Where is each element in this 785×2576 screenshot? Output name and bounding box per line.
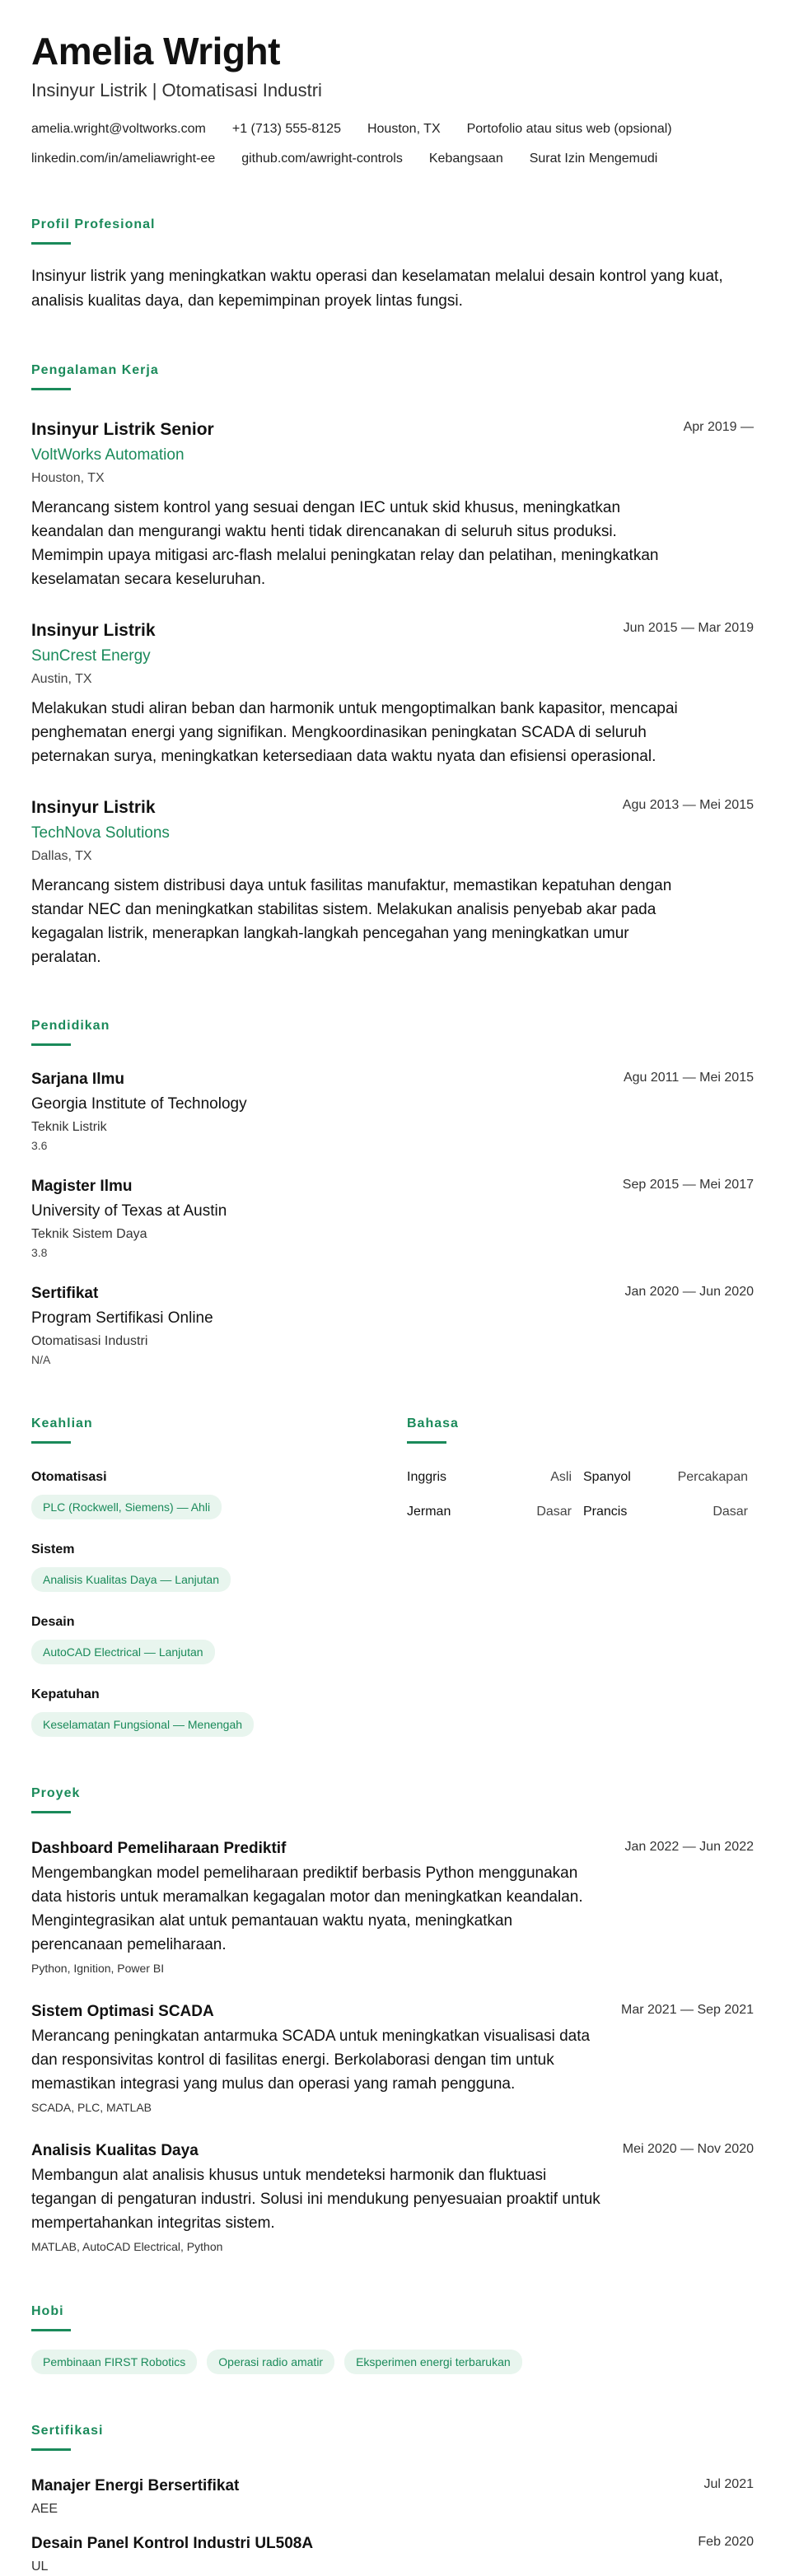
language-list <box>407 1468 748 1521</box>
school-name: Georgia Institute of Technology <box>31 1095 247 1113</box>
certification-date: Jul 2021 <box>703 2477 754 2491</box>
education-dates: Sep 2015 — Mei 2017 <box>622 1178 754 1192</box>
certifications-section <box>31 2422 754 2576</box>
section-title: Bahasa <box>407 1416 459 1430</box>
job-title: Insinyur Listrik Senior <box>31 420 214 439</box>
language-item <box>583 1503 748 1521</box>
school-name: Program Sertifikasi Online <box>31 1309 213 1327</box>
job-dates: Apr 2019 — <box>683 420 754 434</box>
job-dates: Agu 2013 — Mei 2015 <box>622 798 754 812</box>
section-divider <box>31 242 71 245</box>
experience-entry <box>31 619 754 768</box>
certification-issuer: AEE <box>31 2502 58 2516</box>
contact-email[interactable]: amelia.wright@voltworks.com <box>31 122 206 136</box>
education-dates: Jan 2020 — Jun 2020 <box>624 1285 754 1299</box>
section-divider <box>31 1043 71 1046</box>
project-tech: MATLAB, AutoCAD Electrical, Python <box>31 2240 223 2253</box>
skill-tag: Keselamatan Fungsional — Menengah <box>31 1712 254 1737</box>
job-location: Austin, TX <box>31 672 92 686</box>
project-description: Mengembangkan model pemeliharaan prediktif berbasis Python menggunakan data historis untuk meramalkan kegagalan motor dan meningkatkan keandalan. Mengintegrasikan alat untuk pemantauan waktu nyata, meningkatkan perencanaan pemeliharaan. <box>31 1864 583 1953</box>
education-entry <box>31 1283 754 1367</box>
certification-name: Desain Panel Kontrol Industri UL508A <box>31 2535 314 2552</box>
school-name: University of Texas at Austin <box>31 1202 227 1220</box>
hobbies-section <box>31 2303 754 2374</box>
skill-group <box>31 1468 369 1519</box>
language-item <box>583 1468 748 1486</box>
education-dates: Agu 2011 — Mei 2015 <box>623 1071 754 1085</box>
hobby-tag: Pembinaan FIRST Robotics <box>31 2350 197 2374</box>
experience-entry <box>31 418 754 591</box>
hobby-tag: Operasi radio amatir <box>207 2350 334 2374</box>
skills-section <box>31 1415 369 1737</box>
company-name: TechNova Solutions <box>31 824 170 842</box>
contact-portfolio[interactable]: Portofolio atau situs web (opsional) <box>466 122 672 136</box>
hobby-list <box>31 2350 754 2374</box>
language-level: Percakapan <box>677 1470 748 1484</box>
education-section <box>31 1017 754 1367</box>
languages-section <box>407 1415 748 1737</box>
skill-group <box>31 1541 369 1592</box>
section-title: Hobi <box>31 2304 64 2318</box>
profile-summary: Insinyur listrik yang meningkatkan waktu operasi dan keselamatan melalui desain kontrol yang kuat, analisis kualitas daya, dan kepemimpinan proyek lintas fungsi. <box>31 268 723 310</box>
project-name: Dashboard Pemeliharaan Prediktif <box>31 1840 287 1857</box>
section-title: Proyek <box>31 1786 81 1800</box>
language-name: Inggris <box>407 1470 447 1484</box>
project-description: Merancang peningkatan antarmuka SCADA untuk meningkatkan visualisasi data dan responsivitas kontrol di fasilitas energi. Berkolaborasi dengan tim untuk memastikan integrasi yang mulus dan operasi yang ramah pengguna. <box>31 2028 591 2093</box>
project-dates: Mar 2021 — Sep 2021 <box>621 2003 754 2017</box>
job-description: Merancang sistem distribusi daya untuk fasilitas manufaktur, memastikan kepatuhan dengan standar NEC dan meningkatkan stabilitas sistem. Melakukan analisis penyebab akar pada kegagalan listrik, menerapkan langkah-langkah pencegahan yang meningkatkan umur peralatan. <box>31 877 672 966</box>
company-name: VoltWorks Automation <box>31 446 185 464</box>
field-of-study: Otomatisasi Industri <box>31 1334 148 1348</box>
project-entry <box>31 1838 754 1976</box>
job-dates: Jun 2015 — Mar 2019 <box>623 621 754 635</box>
certification-date: Feb 2020 <box>698 2535 754 2549</box>
contact-list <box>31 120 740 168</box>
project-entry <box>31 2001 754 2116</box>
section-divider <box>31 1811 71 1813</box>
resume-header <box>31 30 754 168</box>
education-entry <box>31 1176 754 1260</box>
job-title: Insinyur Listrik <box>31 798 156 817</box>
section-title: Pengalaman Kerja <box>31 363 159 377</box>
hobby-tag: Eksperimen energi terbarukan <box>344 2350 522 2374</box>
skill-category: Otomatisasi <box>31 1470 107 1484</box>
certification-entry <box>31 2476 754 2518</box>
field-of-study: Teknik Sistem Daya <box>31 1227 147 1241</box>
language-item <box>407 1468 572 1486</box>
field-of-study: Teknik Listrik <box>31 1120 107 1134</box>
language-item <box>407 1503 572 1521</box>
degree: Sertifikat <box>31 1285 99 1302</box>
degree: Sarjana Ilmu <box>31 1071 124 1088</box>
project-dates: Jan 2022 — Jun 2022 <box>624 1840 754 1854</box>
language-level: Dasar <box>713 1505 748 1519</box>
job-location: Houston, TX <box>31 471 105 485</box>
project-entry <box>31 2140 754 2255</box>
section-title: Profil Profesional <box>31 217 156 231</box>
education-entry <box>31 1069 754 1153</box>
project-description: Membangun alat analisis khusus untuk mendeteksi harmonik dan fluktuasi tegangan di pengaturan industri. Solusi ini mendukung penyesuaian proaktif untuk mempertahankan integritas sistem. <box>31 2167 600 2232</box>
section-divider <box>407 1441 446 1444</box>
section-title: Sertifikasi <box>31 2424 104 2438</box>
gpa: N/A <box>31 1353 51 1366</box>
skill-tag: Analisis Kualitas Daya — Lanjutan <box>31 1567 231 1592</box>
job-description: Melakukan studi aliran beban dan harmonik untuk mengoptimalkan bank kapasitor, mencapai penghematan energi yang signifikan. Mengkoordinasikan peningkatan SCADA di seluruh peternakan surya, meningkatkan ketersediaan data waktu nyata dan efisiensi operasional. <box>31 700 678 765</box>
degree: Magister Ilmu <box>31 1178 133 1195</box>
language-name: Jerman <box>407 1505 451 1519</box>
headline: Insinyur Listrik | Otomatisasi Industri <box>31 80 322 100</box>
project-dates: Mei 2020 — Nov 2020 <box>622 2142 754 2156</box>
project-name: Sistem Optimasi SCADA <box>31 2003 214 2020</box>
gpa: 3.8 <box>31 1246 48 1259</box>
skill-tag: AutoCAD Electrical — Lanjutan <box>31 1640 215 1664</box>
profile-section <box>31 216 754 314</box>
skill-category: Kepatuhan <box>31 1687 100 1701</box>
person-name: Amelia Wright <box>31 30 280 72</box>
certification-issuer: UL <box>31 2560 49 2574</box>
section-title: Pendidikan <box>31 1019 110 1033</box>
skill-category: Sistem <box>31 1542 75 1556</box>
language-level: Asli <box>550 1470 572 1484</box>
section-divider <box>31 2329 71 2331</box>
contact-location: Houston, TX <box>367 122 441 136</box>
projects-section <box>31 1785 754 2255</box>
section-divider <box>31 2448 71 2451</box>
project-tech: Python, Ignition, Power BI <box>31 1962 165 1975</box>
skills-languages-row <box>31 1415 754 1737</box>
project-tech: SCADA, PLC, MATLAB <box>31 2101 152 2114</box>
section-title: Keahlian <box>31 1416 93 1430</box>
skill-tag: PLC (Rockwell, Siemens) — Ahli <box>31 1495 222 1519</box>
skill-group <box>31 1613 369 1664</box>
experience-section <box>31 362 754 969</box>
language-name: Spanyol <box>583 1470 631 1484</box>
contact-nationality: Kebangsaan <box>428 152 503 166</box>
certification-name: Manajer Energi Bersertifikat <box>31 2477 240 2494</box>
gpa: 3.6 <box>31 1139 48 1152</box>
contact-linkedin[interactable]: linkedin.com/in/ameliawright-ee <box>31 152 216 166</box>
contact-phone[interactable]: +1 (713) 555-8125 <box>231 122 341 136</box>
language-name: Prancis <box>583 1505 628 1519</box>
contact-license: Surat Izin Mengemudi <box>529 152 658 166</box>
job-location: Dallas, TX <box>31 849 92 863</box>
experience-entry <box>31 796 754 969</box>
skill-group <box>31 1686 369 1737</box>
section-divider <box>31 388 71 390</box>
certification-entry <box>31 2533 754 2576</box>
project-name: Analisis Kualitas Daya <box>31 2142 199 2159</box>
section-divider <box>31 1441 71 1444</box>
contact-github[interactable]: github.com/awright-controls <box>241 152 403 166</box>
job-description: Merancang sistem kontrol yang sesuai dengan IEC untuk skid khusus, meningkatkan keandalan dan mengurangi waktu henti tidak direncanakan di seluruh situs produksi. Memimpin upaya mitigasi arc-flash melalui peningkatan relay dan pelatihan, meningkatkan keselamatan secara keseluruhan. <box>31 499 659 588</box>
skill-category: Desain <box>31 1615 75 1629</box>
job-title: Insinyur Listrik <box>31 621 156 640</box>
language-level: Dasar <box>536 1505 572 1519</box>
company-name: SunCrest Energy <box>31 647 151 665</box>
